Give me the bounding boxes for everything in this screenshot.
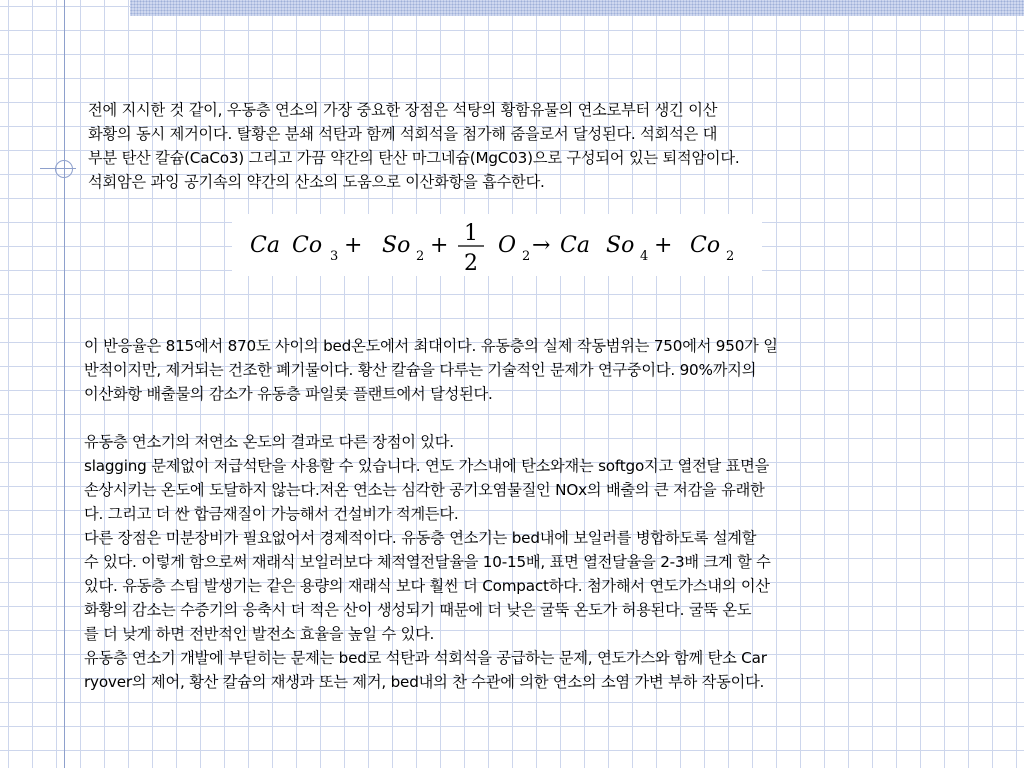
text-line: 반적이지만, 제거되는 건조한 폐기물이다. 황산 칼슘을 다루는 기술적인 문제가 연구중이다. 90%까지의 [84, 361, 757, 379]
eq-so: So [606, 233, 635, 258]
paragraph-desulfurization [88, 98, 968, 194]
eq-plus: + [654, 233, 673, 258]
top-decorative-band [130, 0, 1024, 16]
text-line: 있다. 유동층 스팀 발생기는 같은 용량의 재래식 보다 훨씬 더 Compact하다. 첨가해서 연도가스내의 이산 [84, 577, 770, 595]
eq-so: So [382, 233, 411, 258]
paragraph-reaction-rate [84, 334, 1020, 406]
eq-o: O [498, 233, 517, 258]
text-line: 이 반응율은 815에서 870도 사이의 bed온도에서 최대이다. 유동층의 실제 작동범위는 750에서 950가 일 [84, 337, 778, 355]
text-line: 다른 장점은 미분장비가 필요없어서 경제적이다. 유동층 연소기는 bed내에 보일러를 병합하도록 설계할 [84, 529, 757, 547]
eq-ca: Ca [250, 233, 280, 258]
text-line: 를 더 낮게 하면 전반적인 발전소 효율을 높일 수 있다. [84, 625, 435, 643]
eq-co: Co [292, 233, 323, 258]
text-line: 전에 지시한 것 같이, 우동층 연소의 가장 중요한 장점은 석탕의 황함유물의 연소로부터 생긴 이산 [88, 101, 718, 119]
text-line: 다. 그리고 더 싼 합금재질이 가능해서 건설비가 적게든다. [84, 505, 459, 523]
text-line: 부분 탄산 칼슘(CaCo3) 그리고 가끔 약간의 탄산 마그네슘(MgC03)으로 구성되어 있는 퇴적암이다. [88, 149, 740, 167]
text-line: 손상시키는 온도에 도달하지 않는다.저온 연소는 심각한 공기오염물질인 NOx의 배출의 큰 저감을 유래한 [84, 481, 765, 499]
paragraph-advantages [84, 430, 1020, 694]
chemical-equation [232, 214, 762, 276]
eq-plus: + [430, 233, 449, 258]
text-line: 유동층 연소기 개발에 부딛히는 문제는 bed로 석탄과 석회석을 공급하는 문제, 연도가스와 함께 탄소 Car [84, 649, 767, 667]
eq-sub-4: 4 [640, 249, 649, 264]
text-line: slagging 문제없이 저급석탄을 사용할 수 있습니다. 연도 가스내에 탄소와재는 softgo지고 열전달 표면을 [84, 457, 770, 475]
text-line: 화황의 감소는 수증기의 응축시 더 적은 산이 생성되기 때문에 더 낮은 굴뚝 온도가 허용된다. 굴뚝 온도 [84, 601, 752, 619]
eq-sub-3: 3 [330, 249, 339, 264]
left-vertical-rule [64, 0, 65, 768]
eq-sub-2: 2 [416, 249, 425, 264]
equation-svg [232, 214, 762, 276]
text-line: 수 있다. 이렇게 함으로써 재래식 보일러보다 체적열전달율을 10-15배, 표면 열전달율을 2-3배 크게 할 수 [84, 553, 771, 571]
eq-arrow: → [532, 233, 551, 258]
text-line: 석회암은 과잉 공기속의 약간의 산소의 도움으로 이산화항을 흡수한다. [88, 173, 545, 191]
eq-ca: Ca [560, 233, 590, 258]
text-line: 화황의 동시 제거이다. 탈황은 분쇄 석탄과 함께 석회석을 첨가해 줌을로서 달성된다. 석회석은 대 [88, 125, 718, 143]
eq-plus: + [344, 233, 363, 258]
text-line: ryover의 제어, 황산 칼슘의 재생과 또는 제거, bed내의 찬 수관에 의한 연소의 소염 가변 부하 작동이다. [84, 673, 765, 691]
eq-sub-2: 2 [522, 249, 531, 264]
left-circle-ornament [55, 160, 73, 178]
eq-co: Co [690, 233, 721, 258]
eq-denominator: 2 [464, 251, 478, 276]
eq-sub-2: 2 [726, 249, 735, 264]
eq-numerator: 1 [464, 221, 478, 246]
text-line: 이산화항 배출물의 감소가 유동층 파일롯 플랜트에서 달성된다. [84, 385, 493, 403]
text-line: 유동층 연소기의 저연소 온도의 결과로 다른 장점이 있다. [84, 433, 454, 451]
